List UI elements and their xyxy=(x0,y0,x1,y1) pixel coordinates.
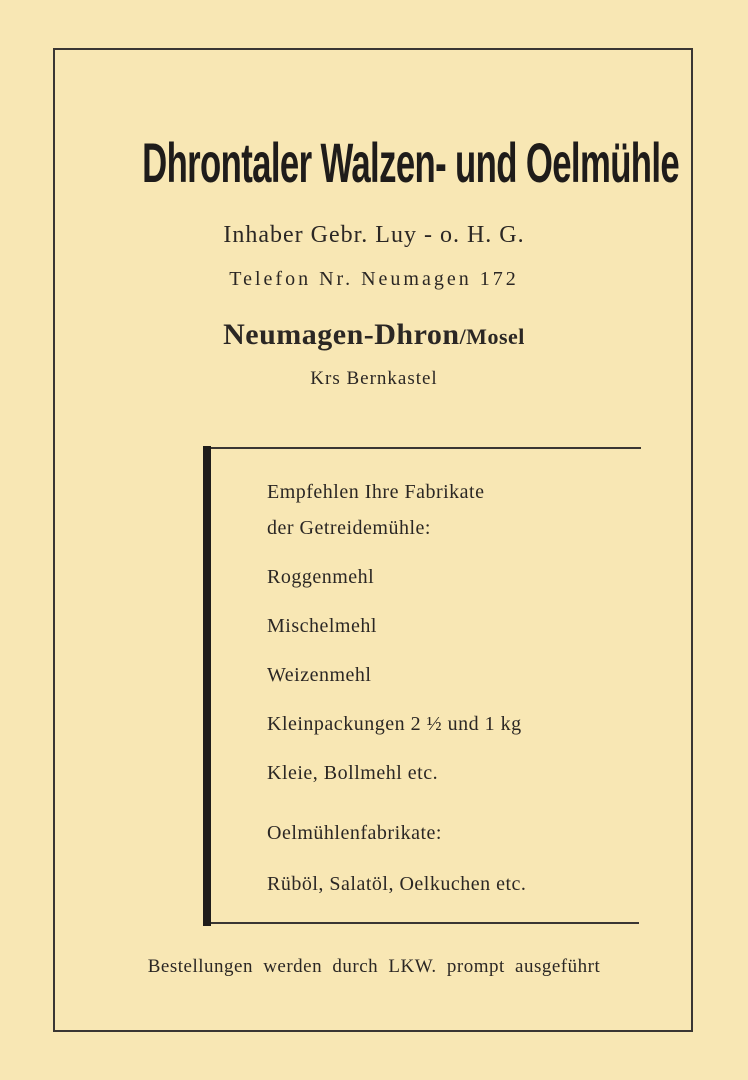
product-box-left-rule xyxy=(203,446,211,926)
product-item-small-packages: Kleinpackungen 2 ½ und 1 kg xyxy=(267,713,522,735)
product-item-rye-flour: Roggenmehl xyxy=(267,566,375,588)
product-box-top-rule xyxy=(211,447,641,449)
delivery-note: Bestellungen werden durch LKW. prompt ausgeführt xyxy=(147,956,601,977)
product-item-bran: Kleie, Bollmehl etc. xyxy=(267,762,439,784)
product-item-mixed-flour: Mischelmehl xyxy=(267,615,377,637)
phone-line: Telefon Nr. Neumagen 172 xyxy=(229,268,519,290)
company-title: Dhrontaler Walzen- und Oelmühle xyxy=(142,131,680,194)
district-line: Krs Bernkastel xyxy=(310,368,438,389)
product-item-wheat-flour: Weizenmehl xyxy=(267,664,372,686)
oil-products-list: Rüböl, Salatöl, Oelkuchen etc. xyxy=(267,873,527,895)
product-box-bottom-rule xyxy=(211,922,639,924)
owner-line: Inhaber Gebr. Luy - o. H. G. xyxy=(223,222,525,248)
oil-products-heading: Oelmühlenfabrikate: xyxy=(267,822,442,844)
region-name: /Mosel xyxy=(459,324,525,349)
products-intro-line2: der Getreidemühle: xyxy=(267,517,431,539)
city-name: Neumagen-Dhron xyxy=(223,318,460,351)
products-intro-line1: Empfehlen Ihre Fabrikate xyxy=(267,481,485,503)
city-line xyxy=(0,318,748,352)
